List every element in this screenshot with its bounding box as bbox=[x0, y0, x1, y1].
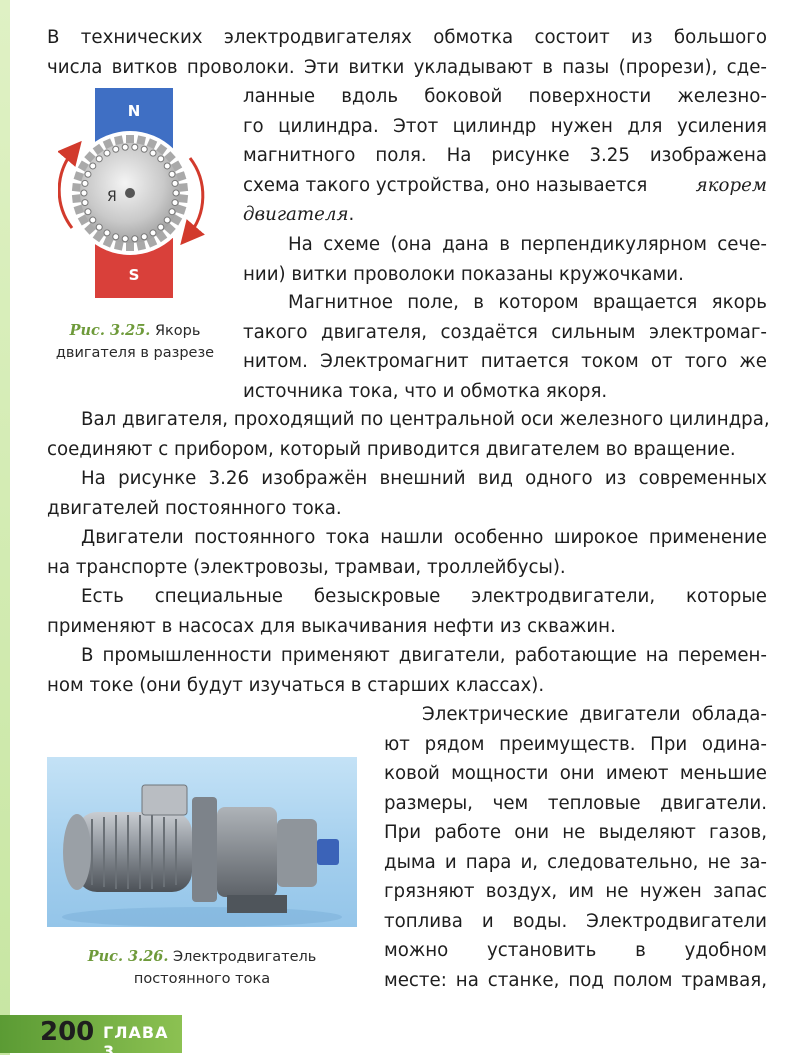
paragraph-2 bbox=[243, 230, 767, 289]
page-footer bbox=[0, 1015, 182, 1061]
coil-wire-circle bbox=[81, 190, 87, 196]
text-line: нии) витки проволоки показаны кружочками. bbox=[243, 263, 684, 285]
coil-wire-circle bbox=[113, 146, 119, 152]
term-italic: двигателя bbox=[243, 204, 349, 225]
figure-3-25-caption bbox=[40, 320, 230, 364]
coil-wire-circle bbox=[132, 236, 138, 242]
text-line: ланные вдоль боковой поверхности железно- bbox=[243, 86, 767, 107]
text-line: двигателей постоянного тока. bbox=[47, 497, 342, 519]
figure-3-26-caption bbox=[47, 946, 357, 990]
page-number: 200 bbox=[40, 1017, 95, 1047]
text-line: Электрические двигатели облада- bbox=[422, 704, 767, 725]
text-line: грязняют воздух, им не нужен запас bbox=[384, 881, 767, 902]
text-line: Двигатели постоянного тока нашли особенно широкое применение bbox=[81, 527, 767, 548]
coil-wire-circle bbox=[104, 230, 110, 236]
text-segment: схема такого устройства, оно называется bbox=[243, 174, 648, 196]
text-line: можно установить в удобном bbox=[384, 940, 767, 961]
text-line: дыма и пара и, следовательно, не за- bbox=[384, 851, 767, 873]
coil-wire-circle bbox=[173, 190, 179, 196]
text-line: месте: на станке, под полом трамвая, bbox=[384, 969, 767, 991]
term-italic: якорем bbox=[695, 174, 767, 196]
coil-wire-circle bbox=[158, 156, 164, 162]
text-line: В промышленности применяют двигатели, работающие на перемен- bbox=[81, 645, 767, 666]
paragraph-8 bbox=[47, 641, 767, 700]
paragraph-3 bbox=[243, 288, 767, 406]
chapter-label: ГЛАВА 3 bbox=[103, 1023, 169, 1061]
text-line bbox=[243, 200, 767, 230]
coil-wire-circle bbox=[169, 209, 175, 215]
coil-wire-circle bbox=[132, 144, 138, 150]
text-line: размеры, чем тепловые двигатели. bbox=[384, 792, 767, 814]
paragraph-5 bbox=[47, 464, 767, 523]
coil-wire-circle bbox=[104, 150, 110, 156]
text-line: топлива и воды. Электродвигатели bbox=[384, 910, 767, 932]
coil-wire-circle bbox=[141, 234, 147, 240]
coil-wire-circle bbox=[113, 234, 119, 240]
text-line: На рисунке 3.26 изображён внешний вид одного из современных bbox=[81, 468, 767, 489]
armature-shaft bbox=[125, 188, 135, 198]
coil-wire-circle bbox=[169, 171, 175, 177]
text-line: применяют в насосах для выкачивания нефти из скважин. bbox=[47, 615, 616, 637]
caption-line bbox=[47, 946, 357, 968]
coil-wire-circle bbox=[122, 236, 128, 242]
text-line: го цилиндра. Этот цилиндр нужен для усиления bbox=[243, 115, 767, 137]
coil-wire-circle bbox=[85, 209, 91, 215]
coil-wire-circle bbox=[122, 144, 128, 150]
coil-wire-circle bbox=[150, 230, 156, 236]
paragraph-7 bbox=[47, 582, 767, 641]
paragraph-4 bbox=[47, 405, 770, 464]
coil-wire-circle bbox=[158, 224, 164, 230]
page-margin-bar bbox=[0, 0, 10, 1055]
coil-wire-circle bbox=[90, 217, 96, 223]
armature-diagram bbox=[58, 88, 208, 298]
paragraph-1-wrap bbox=[243, 82, 767, 230]
text-line: нитом. Электромагнит питается током от того же bbox=[243, 351, 767, 372]
text-line: Есть специальные безыскровые электродвигатели, которые bbox=[81, 586, 767, 607]
text-line: источника тока, что и обмотка якоря. bbox=[243, 380, 608, 402]
text-line: соединяют с прибором, который приводится двигателем во вращение. bbox=[47, 438, 736, 460]
caption-line: двигателя в разрезе bbox=[55, 345, 215, 361]
coil-wire-circle bbox=[96, 224, 102, 230]
text-line bbox=[243, 171, 767, 201]
coil-wire-circle bbox=[172, 200, 178, 206]
text-line: ковой мощности они имеют меньшие bbox=[384, 763, 767, 784]
motor-photo bbox=[47, 757, 357, 927]
caption-label: Рис. 3.25. bbox=[69, 322, 151, 339]
text-segment: . bbox=[348, 204, 355, 225]
text-line: магнитного поля. На рисунке 3.25 изображена bbox=[243, 145, 767, 166]
coil-wire-circle bbox=[164, 163, 170, 169]
text-line: При работе они не выделяют газов, bbox=[384, 822, 767, 843]
coil-wire-circle bbox=[82, 200, 88, 206]
text-line: ют рядом преимуществ. При одина- bbox=[384, 733, 767, 755]
text-line: числа витков проволоки. Эти витки укладывают в пазы (прорези), сде- bbox=[47, 56, 767, 78]
text-line: Магнитное поле, в котором вращается якорь bbox=[288, 292, 767, 313]
paragraph-1 bbox=[47, 23, 767, 82]
text-line: На схеме (она дана в перпендикулярном сече- bbox=[288, 234, 767, 255]
armature-label: Я bbox=[107, 189, 117, 205]
caption-text: Электродвигатель bbox=[173, 949, 317, 965]
caption-text: Якорь bbox=[154, 323, 201, 339]
coil-wire-circle bbox=[96, 156, 102, 162]
text-line: такого двигателя, создаётся сильным электромаг- bbox=[243, 321, 767, 343]
south-pole-label: S bbox=[128, 266, 140, 284]
motor-illustration bbox=[47, 757, 357, 927]
coil-wire-circle bbox=[85, 171, 91, 177]
coil-wire-circle bbox=[82, 180, 88, 186]
text-line: Вал двигателя, проходящий по центральной оси железного цилиндра, bbox=[81, 409, 770, 430]
caption-line: постоянного тока bbox=[133, 971, 271, 987]
coil-wire-circle bbox=[141, 146, 147, 152]
coil-wire-circle bbox=[172, 180, 178, 186]
caption-line bbox=[40, 320, 230, 342]
paragraph-6 bbox=[47, 523, 767, 582]
coil-wire-circle bbox=[90, 163, 96, 169]
coil-wire-circle bbox=[150, 150, 156, 156]
text-line: В технических электродвигателях обмотка состоит из большого bbox=[47, 27, 767, 48]
text-line: на транспорте (электровозы, трамваи, троллейбусы). bbox=[47, 556, 566, 578]
coil-wire-circle bbox=[164, 217, 170, 223]
north-pole-label: N bbox=[127, 102, 141, 120]
text-line: ном токе (они будут изучаться в старших классах). bbox=[47, 674, 545, 696]
caption-label: Рис. 3.26. bbox=[87, 948, 169, 965]
paragraph-9 bbox=[384, 700, 767, 995]
